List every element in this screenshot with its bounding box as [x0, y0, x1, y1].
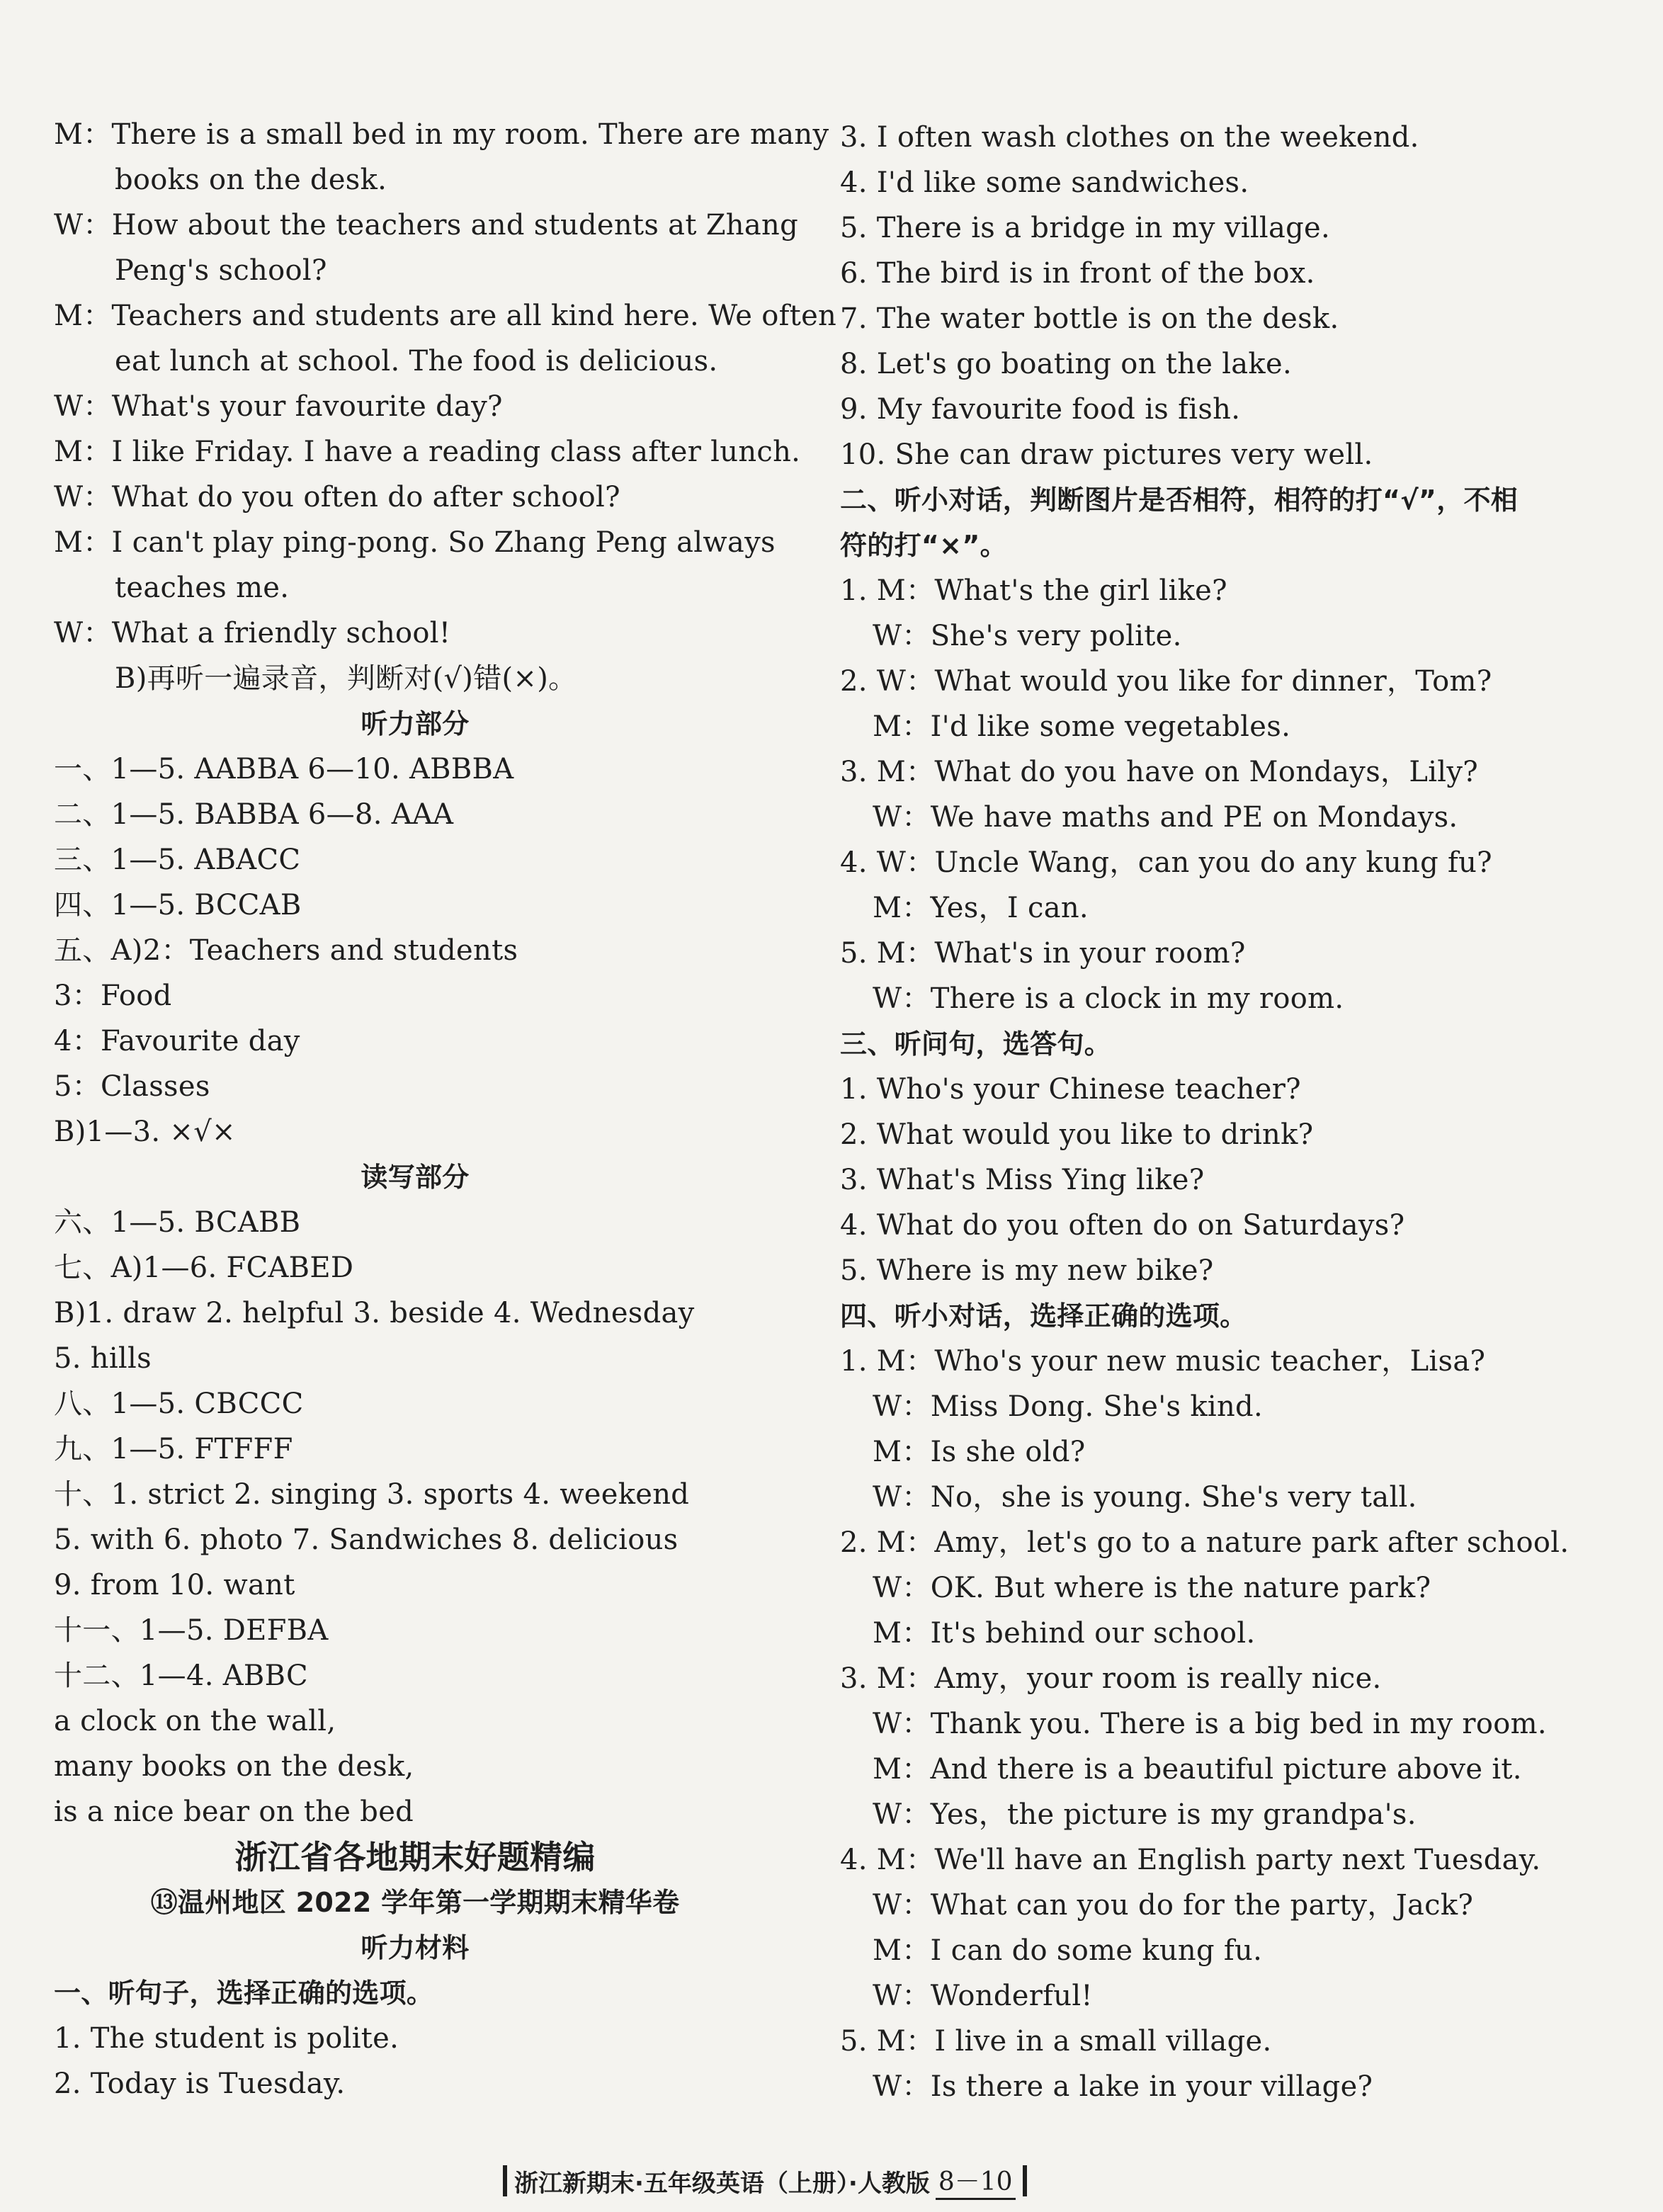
right-line: W：She's very polite.	[873, 620, 1182, 652]
left-line: 六、1—5. BCABB	[54, 1206, 301, 1239]
left-line: 四、1—5. BCCAB	[54, 889, 302, 921]
right-line: W：What can you do for the party，Jack?	[873, 1889, 1474, 1922]
left-line: 听力部分	[361, 708, 470, 739]
left-line: eat lunch at school. The food is delicious.	[115, 345, 718, 378]
right-line: 4. I'd like some sandwiches.	[840, 166, 1249, 199]
left-line: M：I can't play ping-pong. So Zhang Peng always	[54, 526, 776, 559]
right-line: 3. What's Miss Ying like?	[840, 1164, 1205, 1196]
right-line: 1. M：What's the girl like?	[840, 574, 1227, 607]
right-line: 2. What would you like to drink?	[840, 1118, 1314, 1151]
right-line: 4. What do you often do on Saturdays?	[840, 1209, 1405, 1242]
left-line: M：Teachers and students are all kind here. We often	[54, 300, 837, 332]
left-line: ⑬温州地区 2022 学年第一学期期末精华卷	[150, 1887, 680, 1918]
footer-bar-right	[1023, 2165, 1027, 2196]
left-line: 5. with 6. photo 7. Sandwiches 8. delicious	[54, 1524, 679, 1556]
left-line: W：How about the teachers and students at Zhang	[54, 209, 798, 242]
left-line: 5：Classes	[54, 1070, 210, 1103]
left-line: 二、1—5. BABBA 6—8. AAA	[54, 798, 454, 831]
right-line: 5. M：What's in your room?	[840, 937, 1246, 970]
right-line: W：Miss Dong. She's kind.	[873, 1390, 1263, 1423]
left-line: 五、A)2：Teachers and students	[54, 934, 518, 967]
right-line: M：It's behind our school.	[873, 1617, 1256, 1650]
left-line: a clock on the wall,	[54, 1705, 336, 1737]
left-line: B)再听一遍录音，判断对(√)错(×)。	[115, 662, 577, 695]
right-line: W：There is a clock in my room.	[873, 982, 1344, 1015]
left-line: many books on the desk,	[54, 1750, 414, 1783]
footer-page-number: 8－10	[936, 2162, 1016, 2200]
right-line: M：And there is a beautiful picture above it.	[873, 1753, 1522, 1786]
left-line: B)1. draw 2. helpful 3. beside 4. Wednesday	[54, 1297, 695, 1329]
right-line: 1. M：Who's your new music teacher，Lisa?	[840, 1345, 1486, 1378]
footer-title: 浙江新期末·五年级英语（上册）·人教版	[514, 2169, 930, 2198]
right-line: 3. I often wash clothes on the weekend.	[840, 121, 1419, 154]
right-line: W：Is there a lake in your village?	[873, 2070, 1373, 2103]
right-line: W：We have maths and PE on Mondays.	[873, 801, 1458, 834]
right-line: 3. M：Amy，your room is really nice.	[840, 1662, 1382, 1695]
right-line: 7. The water bottle is on the desk.	[840, 302, 1339, 335]
left-line: is a nice bear on the bed	[54, 1796, 414, 1828]
left-line: 十二、1—4. ABBC	[54, 1660, 308, 1692]
right-line: W：OK. But where is the nature park?	[873, 1572, 1431, 1604]
right-line: 6. The bird is in front of the box.	[840, 257, 1315, 290]
right-line: 4. M：We'll have an English party next Tuesday.	[840, 1844, 1541, 1876]
right-line: W：No，she is young. She's very tall.	[873, 1481, 1417, 1514]
left-line: 读写部分	[361, 1162, 470, 1193]
left-line: 九、1—5. FTFFF	[54, 1433, 293, 1465]
left-line: 1. The student is polite.	[54, 2022, 399, 2055]
left-line: 七、A)1—6. FCABED	[54, 1252, 354, 1284]
left-line: 9. from 10. want	[54, 1569, 295, 1601]
left-line: books on the desk.	[115, 164, 387, 196]
left-line: W：What's your favourite day?	[54, 390, 503, 423]
left-line: 十一、1—5. DEFBA	[54, 1614, 329, 1647]
right-line: 2. W：What would you like for dinner，Tom?	[840, 665, 1492, 698]
left-line: B)1—3. ×√×	[54, 1116, 236, 1148]
right-line: 4. W：Uncle Wang，can you do any kung fu?	[840, 846, 1492, 879]
right-line: 8. Let's go boating on the lake.	[840, 348, 1292, 380]
right-line: M：Is she old?	[873, 1436, 1086, 1468]
right-line: 3. M：What do you have on Mondays，Lily?	[840, 756, 1479, 788]
left-line: 浙江省各地期末好题精编	[234, 1838, 596, 1876]
right-line: 四、听小对话，选择正确的选项。	[840, 1300, 1247, 1332]
left-line: 三、1—5. ABACC	[54, 844, 301, 876]
right-line: W：Wonderful!	[873, 1980, 1093, 2012]
left-line: M：There is a small bed in my room. There are many	[54, 118, 829, 151]
page-footer	[496, 2160, 1034, 2201]
right-line: W：Yes，the picture is my grandpa's.	[873, 1798, 1417, 1831]
left-line: 八、1—5. CBCCC	[54, 1388, 304, 1420]
right-line: 9. My favourite food is fish.	[840, 393, 1241, 426]
right-line: W：Thank you. There is a big bed in my room.	[873, 1708, 1547, 1740]
right-line: 2. M：Amy，let's go to a nature park after school.	[840, 1526, 1570, 1559]
left-line: 5. hills	[54, 1342, 152, 1375]
left-line: Peng's school?	[115, 254, 327, 287]
right-line: 1. Who's your Chinese teacher?	[840, 1073, 1301, 1106]
right-line: 5. M：I live in a small village.	[840, 2025, 1272, 2058]
left-line: W：What a friendly school!	[54, 617, 451, 650]
right-line: 5. There is a bridge in my village.	[840, 212, 1331, 244]
left-line: 十、1. strict 2. singing 3. sports 4. weekend	[54, 1478, 690, 1511]
left-line: 2. Today is Tuesday.	[54, 2068, 346, 2100]
left-line: M：I like Friday. I have a reading class after lunch.	[54, 436, 801, 468]
right-line: 5. Where is my new bike?	[840, 1254, 1214, 1287]
left-line: 3：Food	[54, 980, 172, 1012]
left-line: W：What do you often do after school?	[54, 481, 620, 514]
right-line: M：I can do some kung fu.	[873, 1934, 1263, 1967]
left-line: 一、听句子，选择正确的选项。	[54, 1978, 434, 2009]
left-line: teaches me.	[115, 572, 290, 604]
left-line: 听力材料	[361, 1932, 470, 1963]
right-line: M：Yes，I can.	[873, 892, 1089, 924]
right-line: M：I'd like some vegetables.	[873, 710, 1291, 743]
footer-bar-left	[503, 2165, 507, 2196]
right-line: 三、听问句，选答句。	[840, 1028, 1112, 1060]
right-line: 符的打“×”。	[840, 530, 1007, 561]
right-line: 二、听小对话，判断图片是否相符，相符的打“√”，不相	[840, 484, 1519, 516]
left-line: 一、1—5. AABBA 6—10. ABBBA	[54, 753, 514, 785]
left-line: 4：Favourite day	[54, 1025, 300, 1057]
right-line: 10. She can draw pictures very well.	[840, 438, 1373, 471]
